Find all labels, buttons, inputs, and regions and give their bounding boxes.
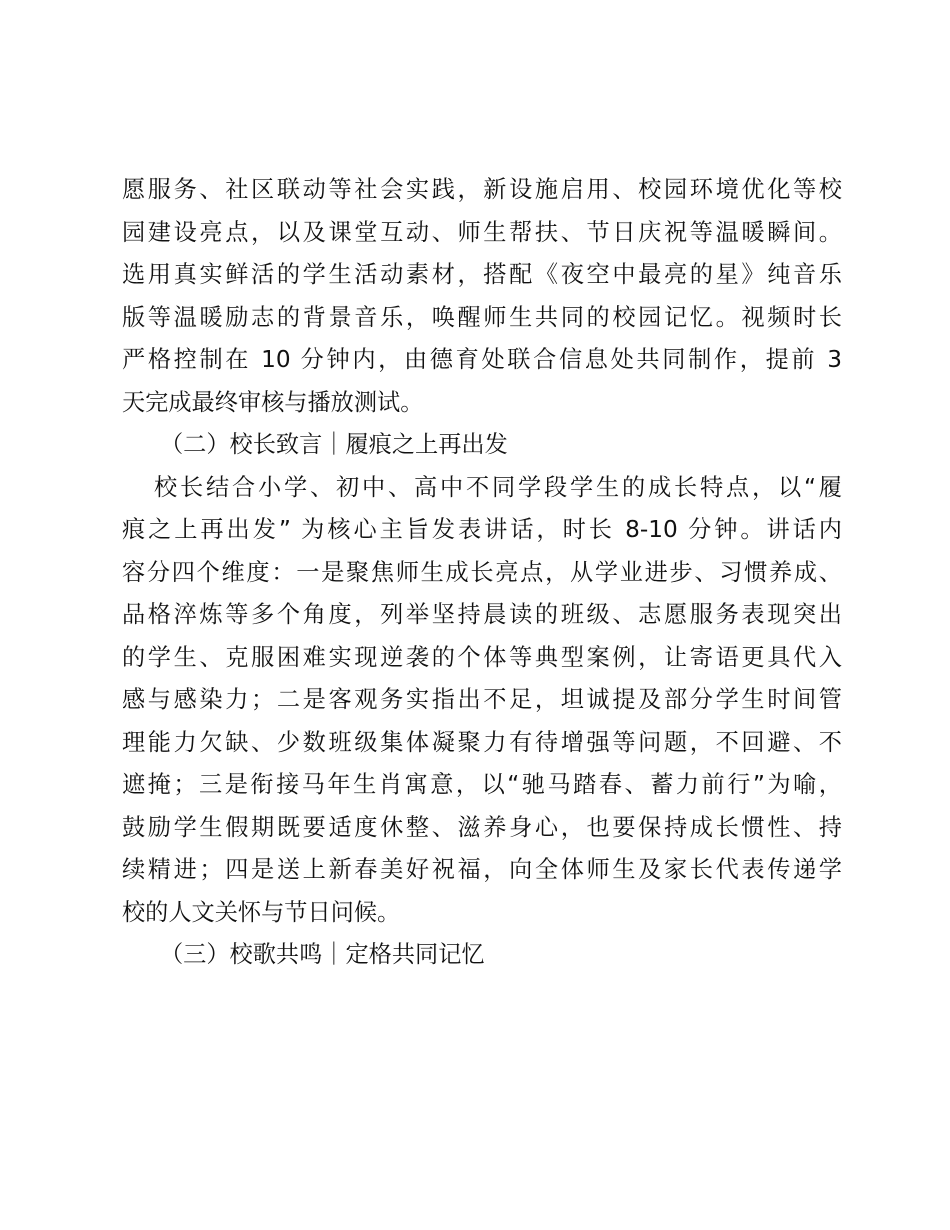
paragraph-line: 理能力欠缺、少数班级集体凝聚力有待增强等问题，不回避、不 (122, 728, 842, 756)
section-heading-two: （二）校长致言｜履痕之上再出发 (160, 431, 508, 458)
paragraph-line-last: 天完成最终审核与播放测试。 (122, 388, 424, 416)
paragraph-line: 园建设亮点，以及课堂互动、师生帮扶、节日庆祝等温暖瞬间。 (122, 218, 842, 246)
paragraph-line: 痕之上再出发” 为核心主旨发表讲话，时长 8-10 分钟。讲话内 (122, 516, 842, 543)
paragraph-line: 感与感染力；二是客观务实指出不足，坦诚提及部分学生时间管 (122, 686, 842, 713)
paragraph-line: 选用真实鲜活的学生活动素材，搭配《夜空中最亮的星》纯音乐 (122, 261, 842, 288)
paragraph-line: 版等温暖励志的背景音乐，唤醒师生共同的校园记忆。视频时长 (122, 303, 842, 331)
paragraph-line: 的学生、克服困难实现逆袭的个体等典型案例，让寄语更具代入 (122, 643, 842, 671)
paragraph-line: 品格淬炼等多个角度，列举坚持晨读的班级、志愿服务表现突出 (122, 601, 842, 628)
paragraph-line: 鼓励学生假期既要适度休整、滋养身心，也要保持成长惯性、持 (122, 813, 842, 841)
paragraph-line: 容分四个维度：一是聚焦师生成长亮点，从学业进步、习惯养成、 (122, 558, 842, 586)
paragraph-line: 遮掩；三是衔接马年生肖寓意，以“驰马踏春、蓄力前行”为喻， (122, 771, 842, 798)
paragraph-line: 严格控制在 10 分钟内，由德育处联合信息处共同制作，提前 3 (122, 346, 842, 373)
paragraph-line-first: 校长结合小学、初中、高中不同学段学生的成长特点，以“履 (154, 473, 842, 501)
section-heading-three: （三）校歌共鸣｜定格共同记忆 (160, 941, 485, 968)
paragraph-line: 续精进；四是送上新春美好祝福，向全体师生及家长代表传递学 (122, 856, 842, 883)
document-body (122, 169, 842, 977)
paragraph-line-last: 校的人文关怀与节日问候。 (122, 898, 401, 926)
paragraph-line: 愿服务、社区联动等社会实践，新设施启用、校园环境优化等校 (122, 176, 842, 203)
